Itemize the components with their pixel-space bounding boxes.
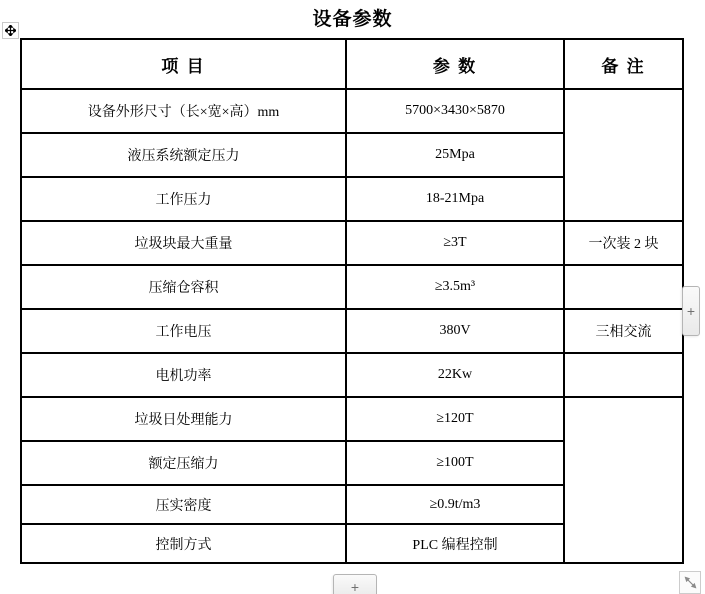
table-row: [21, 89, 683, 133]
cell-remark[interactable]: 三相交流: [564, 309, 683, 353]
equipment-parameters-table: [20, 38, 684, 564]
cell-value[interactable]: PLC 编程控制: [346, 524, 564, 563]
cell-item[interactable]: 压实密度: [21, 485, 346, 524]
cell-value[interactable]: 18-21Mpa: [346, 177, 564, 221]
header-remark: 备 注: [564, 39, 683, 89]
table-resize-handle[interactable]: [679, 571, 701, 594]
cell-item[interactable]: 设备外形尺寸（长×宽×高）mm: [21, 89, 346, 133]
table-header-row: [21, 39, 683, 89]
insert-column-button[interactable]: [682, 286, 700, 336]
cell-value[interactable]: ≥0.9t/m3: [346, 485, 564, 524]
cell-remark-merged[interactable]: [564, 89, 683, 221]
cell-value[interactable]: 25Mpa: [346, 133, 564, 177]
cell-remark[interactable]: [564, 265, 683, 309]
cell-value[interactable]: ≥100T: [346, 441, 564, 485]
cell-remark[interactable]: [564, 353, 683, 397]
header-value: 参 数: [346, 39, 564, 89]
cell-remark[interactable]: 一次装 2 块: [564, 221, 683, 265]
table-move-handle[interactable]: [2, 22, 19, 39]
plus-icon: +: [686, 303, 696, 319]
header-item: 项 目: [21, 39, 346, 89]
cell-item[interactable]: 控制方式: [21, 524, 346, 563]
cell-value[interactable]: 5700×3430×5870: [346, 89, 564, 133]
cell-item[interactable]: 液压系统额定压力: [21, 133, 346, 177]
table-row: [21, 309, 683, 353]
cell-value[interactable]: ≥3T: [346, 221, 564, 265]
cell-item[interactable]: 电机功率: [21, 353, 346, 397]
cell-item[interactable]: 额定压缩力: [21, 441, 346, 485]
table-row: [21, 221, 683, 265]
cell-remark-merged[interactable]: [564, 397, 683, 563]
cell-item[interactable]: 垃圾块最大重量: [21, 221, 346, 265]
cell-value[interactable]: 22Kw: [346, 353, 564, 397]
page-title: 设备参数: [312, 9, 393, 30]
cell-item[interactable]: 工作压力: [21, 177, 346, 221]
cell-item[interactable]: 垃圾日处理能力: [21, 397, 346, 441]
table-row: [21, 353, 683, 397]
table-row: [21, 397, 683, 441]
cell-value[interactable]: ≥3.5m³: [346, 265, 564, 309]
cell-item[interactable]: 压缩仓容积: [21, 265, 346, 309]
resize-diagonal-icon: [684, 576, 697, 589]
plus-icon: +: [350, 579, 360, 594]
cell-value[interactable]: ≥120T: [346, 397, 564, 441]
move-icon: [5, 25, 16, 36]
cell-item[interactable]: 工作电压: [21, 309, 346, 353]
insert-row-button[interactable]: [333, 574, 377, 594]
table-row: [21, 265, 683, 309]
cell-value[interactable]: 380V: [346, 309, 564, 353]
